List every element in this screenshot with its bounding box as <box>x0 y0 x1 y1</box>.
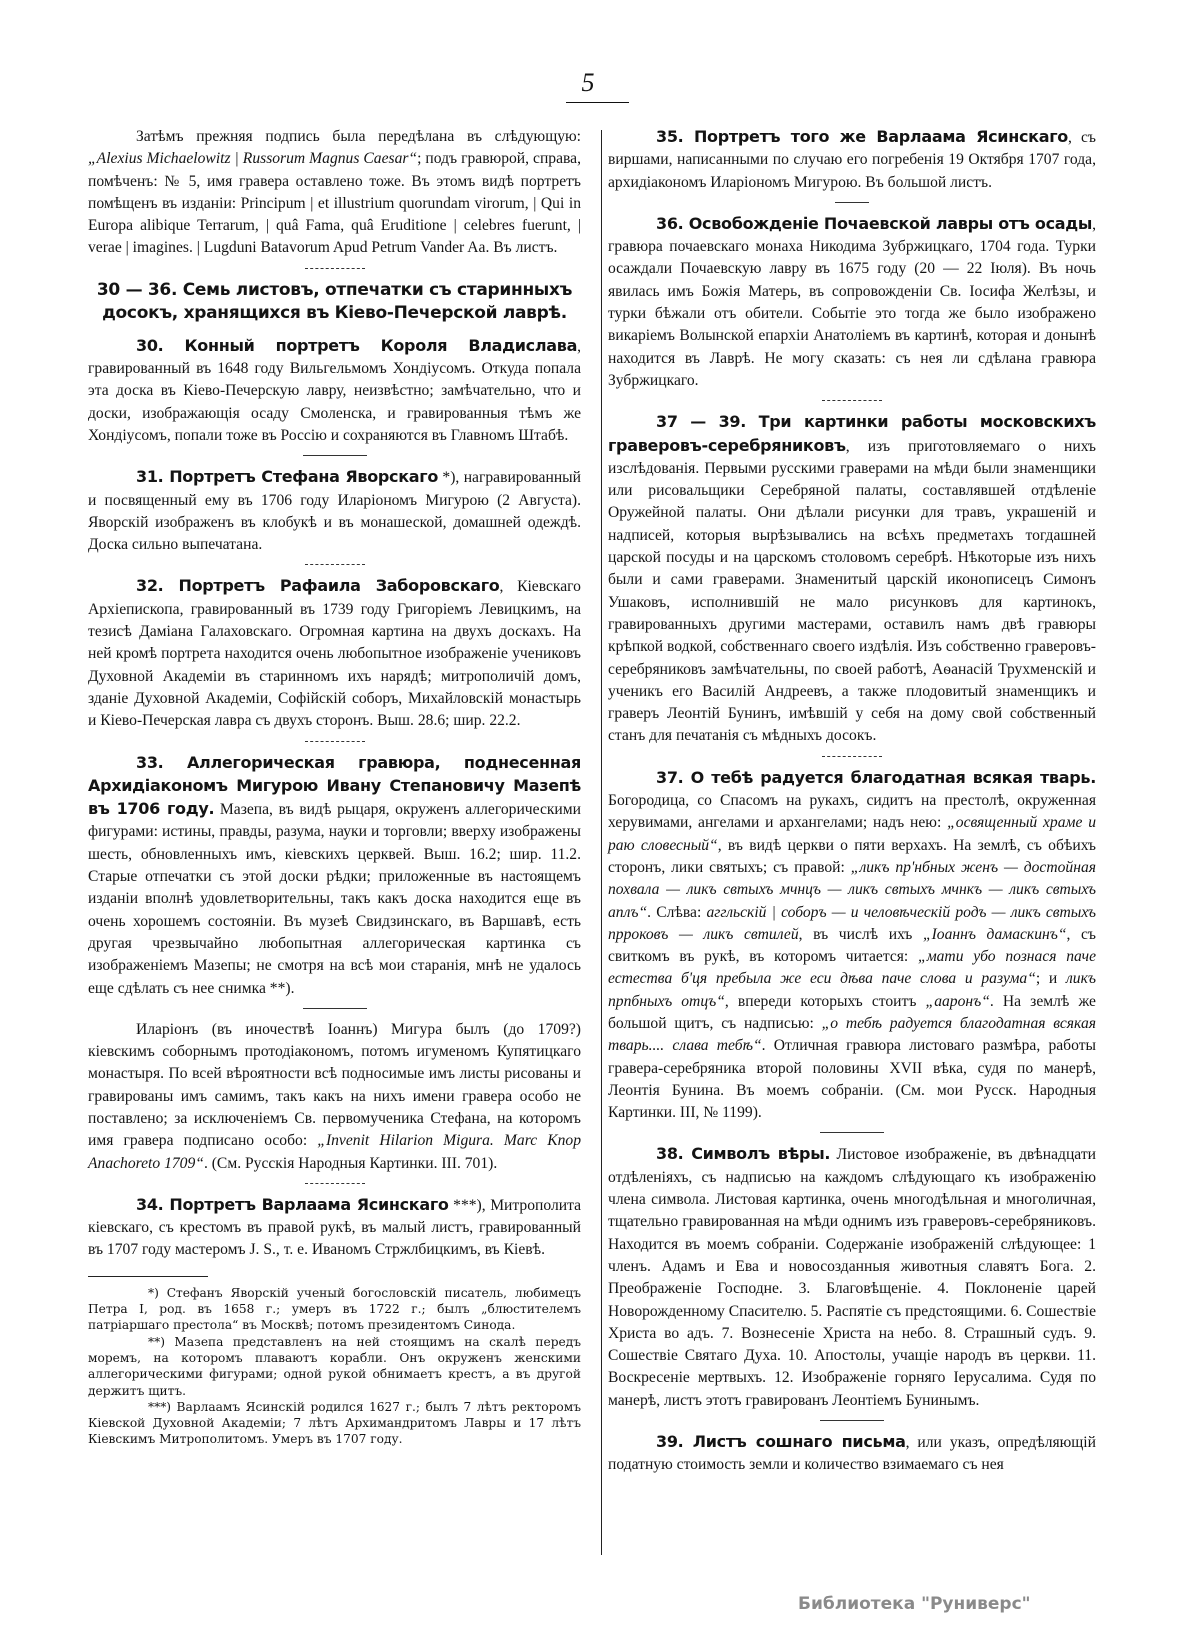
footnote: *) Стефанъ Яворскій ученый богословскій писатель, любимецъ Петра I, род. въ 1658 г.; умеръ въ 1722 г.; былъ „блюстителемъ патріаршаго престола“ въ Москвѣ; потомъ президентомъ Синода. <box>88 1285 581 1333</box>
entry-33: 33. Аллегорическая гравюра, поднесенная Архидіакономъ Мигурою Ивану Степановичу Мазепѣ въ 1706 году. Мазепа, въ видѣ рыцаря, окруженъ аллегорическими фигурами: истины, правды, разума, науки и торговли; вверху изображены шесть, обновленныхъ имъ, кіевскихъ церквей. Выш. 16.2; шир. 11.2. Старые отпечатки съ этой доски рѣдки; приложенные въ настоящемъ изданіи вполнѣ удовлетворительны, такъ какъ доска находится еще въ очень хорошемъ состояніи. Въ музеѣ Свидзинскаго, въ Варшавѣ, есть другая чрезвычайно любопытная аллегорическая картинка съ изображеніемъ Мазепы; не смотря на всѣ мои старанія, мнѣ не удалось еще сдѣлать съ нее снимка **). <box>88 752 581 997</box>
entry-title: 32. Портретъ Рафаила Заборовскаго <box>136 576 500 596</box>
library-watermark: Библиотека "Руниверс" <box>798 1594 1031 1614</box>
entry-title: 31. Портретъ Стефана Яворскаго <box>136 467 439 487</box>
entry-31: 31. Портретъ Стефана Яворскаго *), награвированный и посвященный ему въ 1706 году Иларіономъ Мигурою (2 Августа). Яворскій изображенъ въ клобукѣ и въ монашеской, домашней одеждѣ. Доска сильно выпечатана. <box>88 467 581 554</box>
column-divider <box>601 130 602 1555</box>
separator <box>305 564 365 565</box>
intro-paragraph: Затѣмъ прежняя подпись была передѣлана въ слѣдующую: „Alexius Michaelowitz | Russorum Magnus Caesar“; подъ гравюрой, справа, помѣченъ: № 5, имя гравера оставлено тоже. Въ этомъ видѣ портретъ помѣщенъ въ изданіи: Principum | et illustrium quorundam virorum, | Qui in Europa alibique Terrarum, | quâ Fama, quâ Eruditione | celebres fuerunt, | verae | imagines. | Lugduni Batavorum Apud Petrum Vander Aa. Въ листъ. <box>88 128 581 257</box>
separator <box>822 400 882 401</box>
separator <box>822 756 882 757</box>
entry-title: 37. О тебѣ радуется благодатная всякая тварь. <box>656 767 1096 787</box>
separator <box>303 1008 367 1009</box>
entry-30: 30. Конный портретъ Короля Владислава, гравированный въ 1648 году Вильгельмомъ Хондіусомъ. Откуда попала эта доска въ Кіево-Печерскую лавру, неизвѣстно; замѣчательно, что и доски, изображающія осаду Смоленска, и гравированныя тѣмъ же Хондіусомъ, попали тоже въ Россію и сохраняются въ Главномъ Штабѣ. <box>88 335 581 444</box>
entry-35: 35. Портретъ того же Варлаама Ясинскаго, съ виршами, написанными по случаю его погребенія 19 Октября 1707 года, архидіакономъ Иларіономъ Мигурою. Въ большой листъ. <box>608 127 1096 191</box>
separator <box>820 1132 884 1133</box>
entry-34: 34. Портретъ Варлаама Ясинскаго ***), Митрополита кіевскаго, съ крестомъ въ правой рукѣ, въ малый листъ, гравированный въ 1707 году мастеромъ J. S., т. е. Иваномъ Стржлбицкимъ, въ Кіевѣ. <box>88 1194 581 1259</box>
separator <box>835 202 869 203</box>
footnotes <box>88 1285 581 1448</box>
page-number: 5 <box>581 68 595 97</box>
separator <box>305 741 365 742</box>
footnote: ***) Варлаамъ Ясинскій родился 1627 г.; былъ 7 лѣтъ ректоромъ Кіевской Духовной Академіи; 7 лѣтъ Архимандритомъ Лавры и 17 лѣтъ Кіевскимъ Митрополитомъ. Умеръ въ 1707 году. <box>88 1399 581 1447</box>
footnote-ref: ***) <box>448 1196 482 1214</box>
entry-39: 39. Листъ сошнаго письма, или указъ, опредѣляющій податную стоимость земли и количество взимаемаго съ нея <box>608 1432 1096 1474</box>
separator <box>303 455 367 456</box>
latin-inscription: „Alexius Michaelowitz | Russorum Magnus Caesar“ <box>88 150 418 168</box>
entry-title: 36. Освобожденіе Почаевской лавры отъ осады <box>656 213 1093 233</box>
migura-note: Иларіонъ (въ иночествѣ Іоаннъ) Мигура былъ (до 1709?) кіевскимъ соборнымъ протодіакономъ, потомъ игуменомъ Купятицкаго монастыря. По всей вѣроятности всѣ подносимые имъ листы рисованы и гравированы имъ самимъ, такъ какъ на нихъ имени гравера особо не поставлено; за исключеніемъ Св. первомученика Стефана, на которомъ имя гравера подписано особо: „Invenit Hilarion Migura. Marc Knop Anachoreto 1709“. (См. Русскія Народныя Картинки. III. 701). <box>88 1020 582 1172</box>
footnote-ref: *) <box>438 469 456 487</box>
entry-38: 38. Символъ вѣры. Листовое изображеніе, въ двѣнадцати отдѣленіяхъ, съ надписью на каждомъ слѣдующаго къ изображенію члена символа. Листовая картинка, очень многодѣльная и многоличная, тщательно гравированная на мѣди однимъ изъ граверовъ-серебряниковъ. Находится въ моемъ собраніи. Содержаніе изображеній слѣдующее: 1 членъ. Адамъ и Ева и новосозданныя животныя славятъ Бога. 2. Преображеніе Господне. 3. Благовѣщеніе. 4. Поклоненіе царей Новорожденному Спасителю. 5. Распятіе съ предстоящими. 6. Сошествіе Христа во адъ. 7. Вознесеніе Христа на небо. 8. Страшный судъ. 9. Сошествіе Святаго Духа. 10. Апостолы, учащіе народъ въ церкви. 11. Воскресеніе мертвыхъ. 12. Изображеніе горняго Іерусалима. Судя по манерѣ, листъ этотъ гравированъ Леонтіемъ Бунинымъ. <box>608 1144 1096 1409</box>
entry-37-39: 37 — 39. Три картинки работы московскихъ граверовъ-серебряниковъ, изъ приготовляемаго о нихъ изслѣдованія. Первыми русскими граверами на мѣди были знаменщики или рисовальщики Серебряной палаты, составлявшей отдѣленіе Оружейной палаты. Они дѣлали рисунки для травъ, украшеній и надписей, которыя вырѣзывались на всѣхъ предметахъ тогдашней царской посуды и на царскомъ столовомъ серебрѣ. Нѣкоторые изъ нихъ были и сами граверами. Знаменитый царскій иконописецъ Симонъ Ушаковъ, исполнившій не мало рисунковъ для картинокъ, гравированныхъ другими мастерами, оставилъ намъ двѣ гравюры крѣпкой водкой, собственнаго своего издѣлія. Изъ собственно граверовъ-серебряниковъ замѣчательны, по своей работѣ, Аѳанасій Трухменскій и ученикъ его Василій Андреевъ, а также плодовитый знаменщикъ и граверъ Леонтій Бунинъ, имѣвшій у себя на дому свой собственный станъ для печатанія съ мѣдныхъ досокъ. <box>608 412 1096 745</box>
left-column <box>88 126 581 1448</box>
entry-title: 30. Конный портретъ Короля Владислава <box>136 335 578 355</box>
entry-title: 37 — 39. Три картинки работы московскихъ граверовъ-серебряниковъ <box>608 412 1096 455</box>
page-number-rule <box>566 102 629 103</box>
entry-title: 38. Символъ вѣры. <box>656 1144 831 1164</box>
entry-title: 39. Листъ сошнаго письма <box>656 1432 906 1452</box>
latin-inscription: „Invenit Hilarion Migura. Marc Knop Anachoreto 1709“ <box>88 1132 582 1172</box>
entry-36: 36. Освобожденіе Почаевской лавры отъ осады, гравюра почаевскаго монаха Никодима Зубржицкаго, 1704 года. Турки осаждали Почаевскую лавру въ 1675 году (20 — 22 Іюля). Въ ночь явилась имъ Божія Матерь, въ сопровожденіи Св. Іосифа Желѣзы, и турки бѣжали отъ обители. Событіе это тогда же было изображено викаріемъ Волынской епархіи Анатоліемъ въ картинѣ, которая и донынѣ находится въ Лаврѣ. Не могу сказать: съ нея ли сдѣлана гравюра Зубржицкаго. <box>608 213 1096 389</box>
separator <box>305 268 365 269</box>
right-column <box>608 126 1096 1477</box>
separator <box>305 1183 365 1184</box>
entry-title: 33. Аллегорическая гравюра, поднесенная Архидіакономъ Мигурою Ивану Степановичу Мазепѣ въ 1706 году. <box>88 752 581 819</box>
entry-32: 32. Портретъ Рафаила Заборовскаго, Кіевскаго Архіепископа, гравированный въ 1739 году Григоріемъ Левицкимъ, на тезисѣ Даміана Галаховскаго. Огромная картина на двухъ доскахъ. На ней кромѣ портрета находится очень любопытное изображеніе учениковъ Духовной Академіи въ старинномъ ихъ нарядѣ; митрополичій домъ, зданіе Духовной Академіи, Софійскій соборъ, Михайловскій монастырь и Кіево-Печерская лавра съ двухъ сторонъ. Выш. 28.6; шир. 22.2. <box>88 576 581 730</box>
section-heading: 30 — 36. Семь листовъ, отпечатки съ старинныхъ досокъ, хранящихся въ Кіево-Печерской лаврѣ. <box>96 279 573 323</box>
entry-37: 37. О тебѣ радуется благодатная всякая тварь. Богородица, со Спасомъ на рукахъ, сидитъ на престолѣ, окруженная херувимами, ангелами и архангелами; надъ нею: „освященный храме и раю словесный“, въ видѣ церкви о пяти верхахъ. На землѣ, съ обѣихъ сторонъ, лики святыхъ; съ правой: „ликъ пр'нбных женъ — достойная похвала — ликъ свтыхъ мчнцъ — ликъ свтыхъ мчнкъ — ликъ свтыхъ аплъ“. Слѣва: аггльскій | соборъ — и человѣческій родъ — ликъ свтыхъ прроковъ — ликъ свтилей, въ числѣ ихъ „Іоаннъ дамаскинъ“, съ свиткомъ въ рукѣ, въ которомъ читается: „мати убо познася паче естества б'ця пребыла же еси дѣва паче слова и разума“; и ликъ прпбныхъ отцъ“, впереди которыхъ стоитъ „ааронъ“. На землѣ же большой щитъ, съ надписью: „о тебѣ радуется благодатная всякая тварь.... слава тебѣ“. Отличная гравюра листоваго размѣра, работы гравера-серебряника второй половины XVII вѣка, судя по манерѣ, Леонтія Бунина. Въ моемъ собраніи. (См. мои Русск. Народныя Картинки. III, № 1199). <box>608 767 1097 1122</box>
entry-title: 34. Портретъ Варлаама Ясинскаго <box>136 1194 449 1214</box>
separator <box>820 1420 884 1421</box>
footnote: **) Мазепа представленъ на ней стоящимъ на скалѣ передъ моремъ, на которомъ плаваютъ корабли. Онъ окруженъ женскими аллегорическими фигурами; одной рукой обнимаетъ крестъ, а въ другой держитъ щитъ. <box>88 1334 581 1398</box>
footnote-rule <box>88 1276 208 1277</box>
entry-title: 35. Портретъ того же Варлаама Ясинскаго <box>656 127 1068 146</box>
